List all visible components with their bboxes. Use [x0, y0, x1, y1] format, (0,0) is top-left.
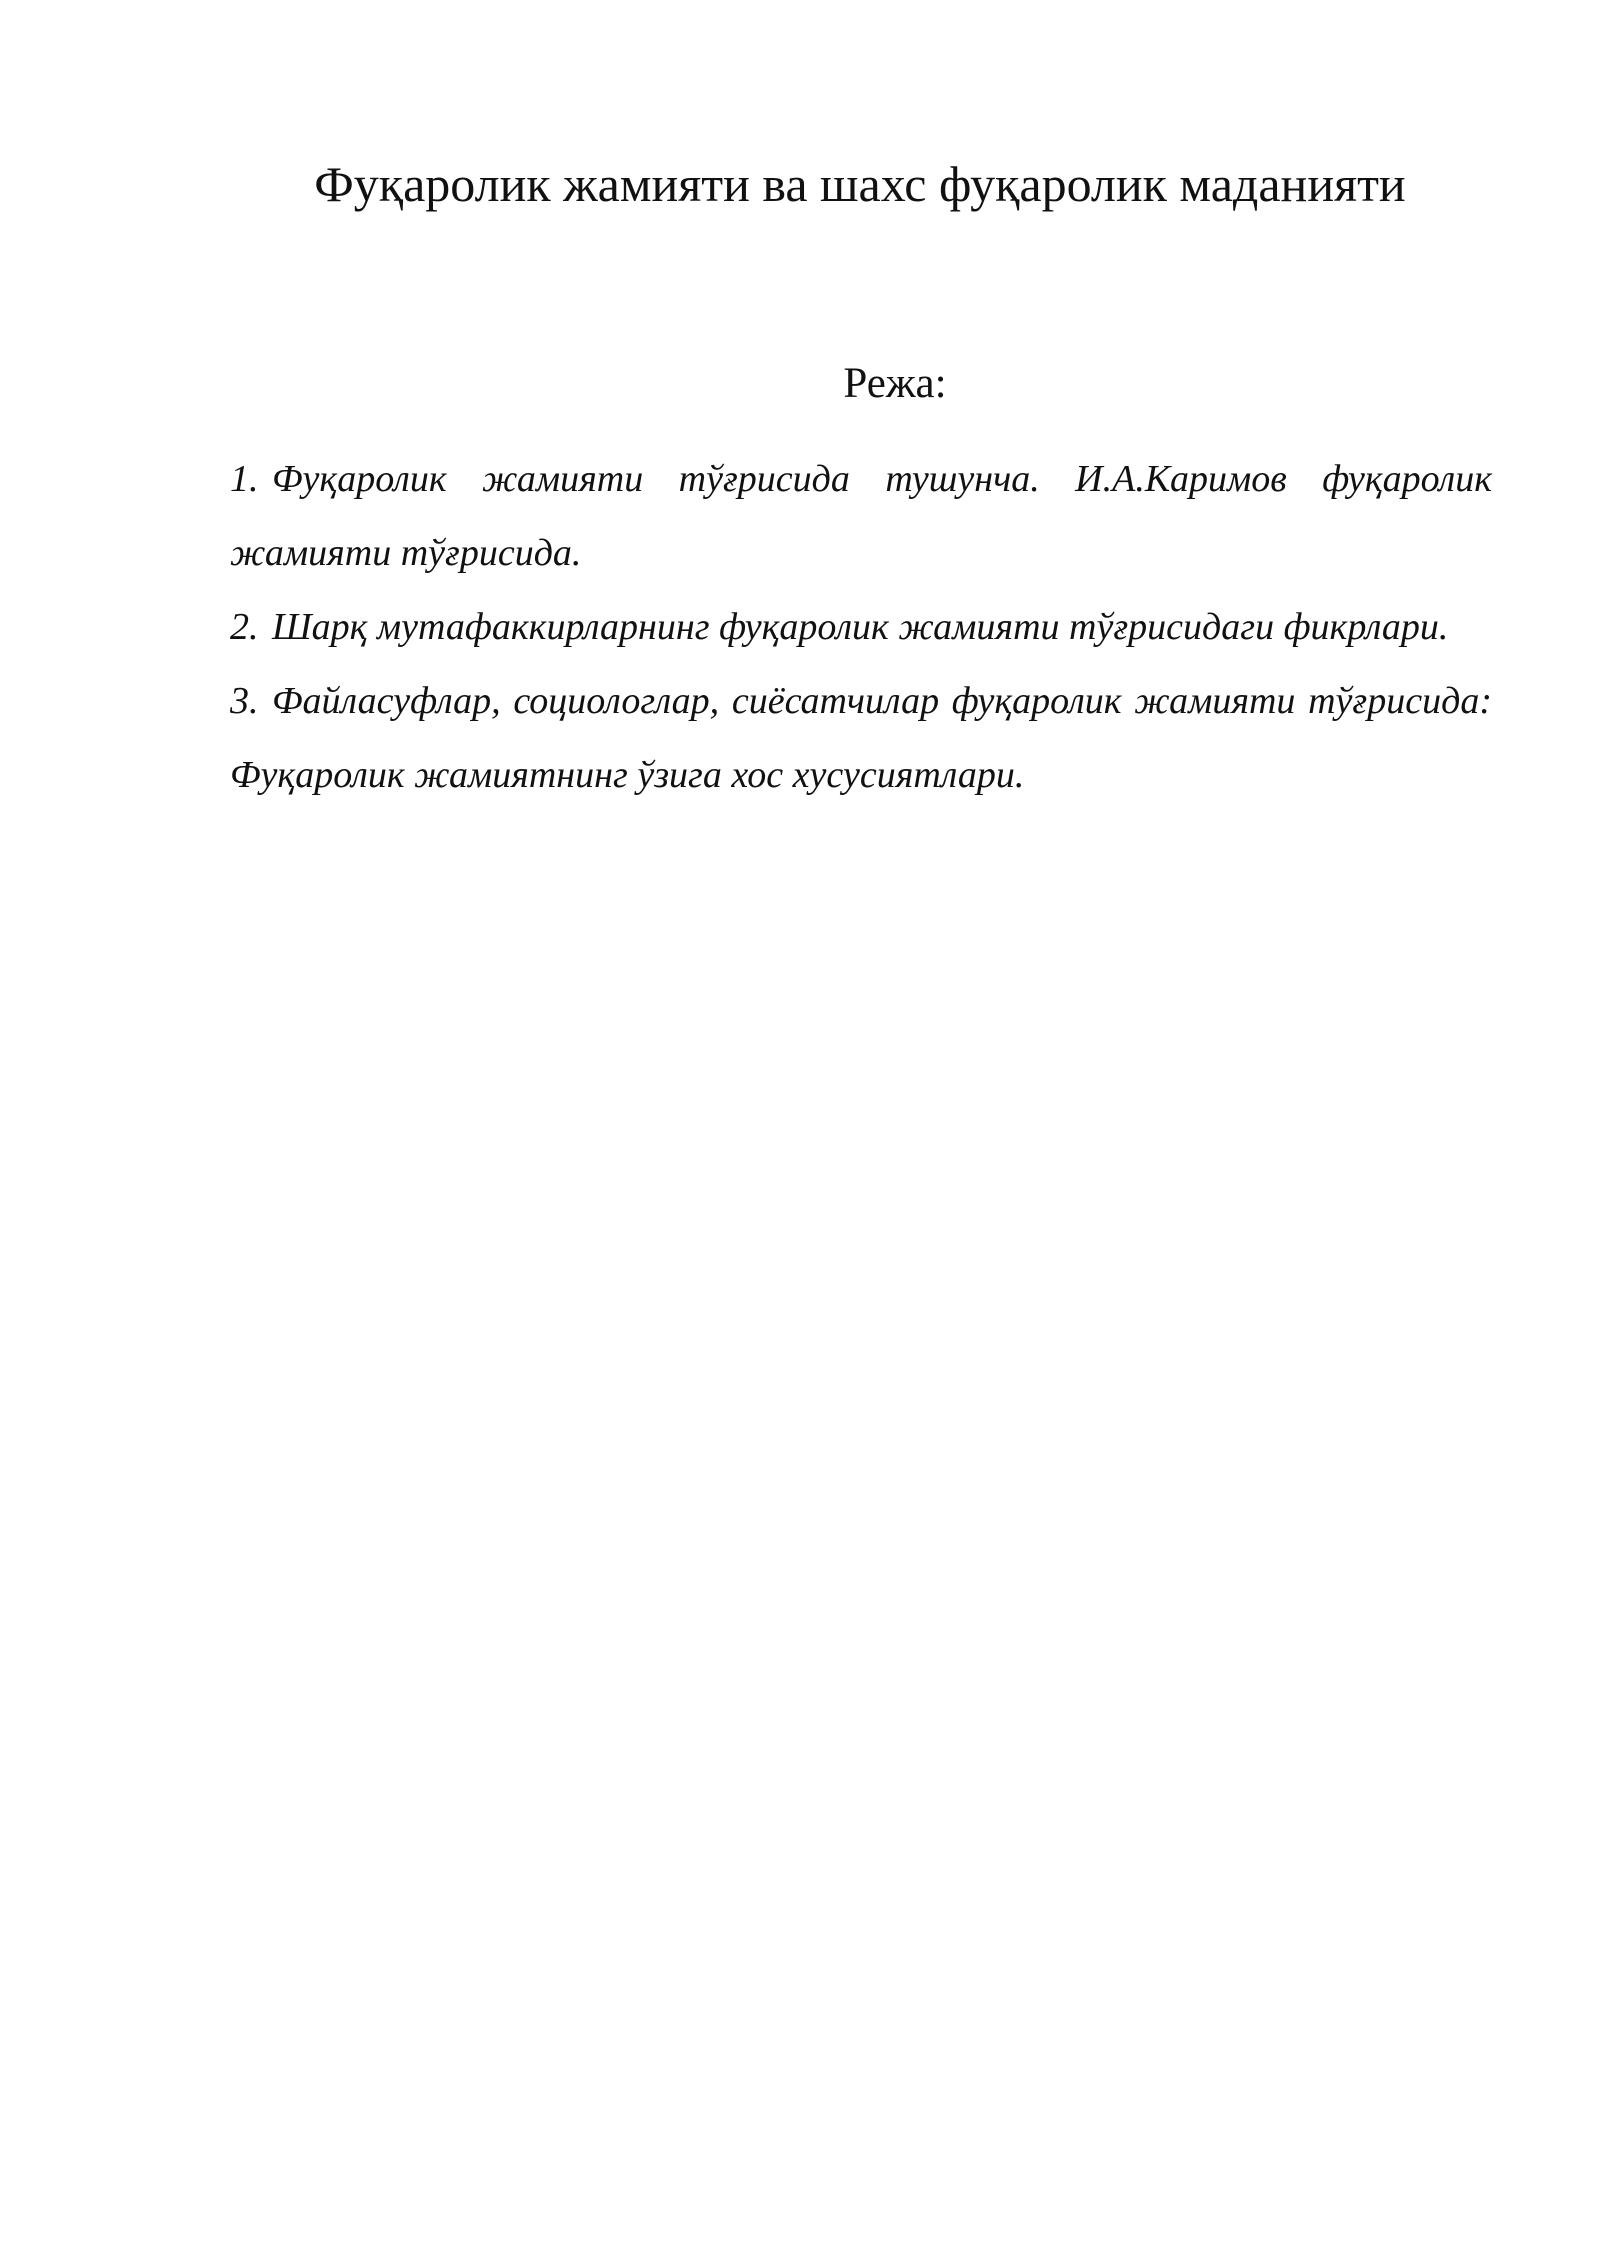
plan-item-text: Фуқаролик жамияти тўғрисида тушунча. И.А.Каримов фуқаролик жамияти тўғрисида.: [230, 458, 1492, 574]
document-title: Фуқаролик жамияти ва шахс фуқаролик маданияти: [314, 156, 1406, 212]
plan-item: [230, 664, 1492, 812]
plan-heading: Режа:: [843, 360, 947, 407]
plan-item-number: 2.: [230, 606, 259, 648]
plan-item-number: 1.: [230, 458, 259, 500]
plan-item: [230, 442, 1492, 590]
plan-item-text: Файласуфлар, социологлар, сиёсатчилар фуқаролик жамияти тўғрисида: Фуқаролик жамиятнинг ўзига хос хусусиятлари.: [230, 680, 1492, 796]
plan-item-text: Шарқ мутафаккирларнинг фуқаролик жамияти тўғрисидаги фикрлари.: [272, 606, 1449, 648]
plan-item-number: 3.: [230, 680, 259, 722]
plan-list: [230, 442, 1492, 812]
plan-item: [230, 590, 1492, 664]
